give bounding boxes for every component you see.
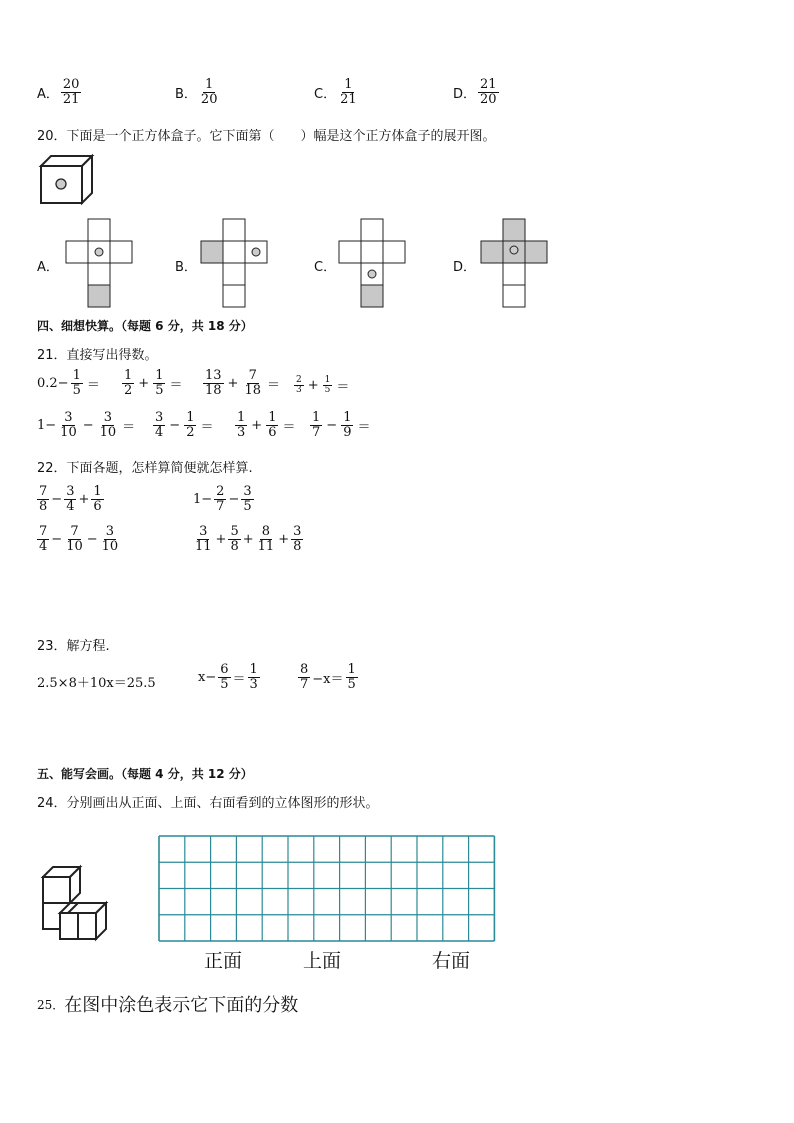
operator: + [242,531,254,547]
denominator: 11 [257,538,275,554]
equals: ＝ [232,671,246,687]
net-a-letter: A． [37,260,59,275]
numerator: 20 [62,77,80,92]
numerator: 3 [155,410,164,425]
operator: − [51,531,63,547]
numerator: 1 [344,77,353,92]
fraction [122,369,134,397]
numerator: 5 [230,524,239,539]
fraction [341,411,353,439]
operator: − [228,491,240,507]
denominator: 7 [300,676,309,692]
fraction [346,663,358,691]
option-letter: C． [314,86,337,102]
q21-r2-item2 [151,411,215,439]
numerator: 7 [70,524,79,539]
denominator: 11 [195,538,212,554]
fraction [241,485,253,513]
q25 [37,991,298,1017]
denominator: 5 [220,676,229,692]
numerator: 3 [243,484,252,499]
fraction [218,663,230,691]
denominator: 18 [205,382,222,398]
option-letter: D． [453,86,477,102]
operator: + [215,531,227,547]
equals: ＝ [357,419,371,435]
denominator: 5 [155,382,164,398]
q21-r2-item3 [233,411,297,439]
q23-eq2 [198,663,262,691]
q19-option-b [175,78,221,106]
numerator: 1 [312,410,321,425]
denominator: 21 [340,91,357,107]
numerator: 7 [39,524,48,539]
fraction [478,78,499,106]
denominator: 10 [101,538,119,554]
q23-eq1 [37,672,156,691]
q21-r1-item1 [37,369,102,397]
equals: ＝ [122,419,136,435]
stacked-cubes-figure [40,865,110,945]
q22-text: 22．下面各题，怎样算简便就怎样算. [37,461,253,476]
fraction [153,369,165,397]
operator: + [138,375,150,391]
term: 1− [193,491,213,507]
q23-eq3 [296,663,360,691]
numerator: 3 [199,524,208,539]
operator: − [86,531,98,547]
denominator: 5 [347,676,356,692]
denominator: 8 [230,538,239,554]
q22-expr4 [191,525,305,553]
fraction [235,411,247,439]
net-d-letter: D． [453,260,477,275]
q19-option-d [453,78,501,106]
question-text: 在图中涂色表示它下面的分数 [64,995,299,1016]
fraction [61,78,82,106]
fraction [214,485,226,513]
numerator: 3 [64,410,73,425]
q23-text: 23．解方程. [37,639,110,654]
net-b-letter: B． [175,260,197,275]
denominator: 4 [155,424,164,440]
fraction [310,411,322,439]
q19-option-c [314,78,361,106]
numerator: 3 [66,484,75,499]
denominator: 2 [124,382,133,398]
operator: + [227,375,239,391]
denominator: 10 [99,424,117,440]
term: 1− [37,417,57,433]
fraction [291,525,303,553]
label-front: 正面 [204,950,243,972]
fraction [256,525,277,553]
section5-title: 五、能写会画。（每题 4 分，共 12 分） [37,767,253,781]
denominator: 6 [268,424,277,440]
term: x− [198,669,217,685]
fraction [248,663,260,691]
denominator: 5 [324,385,331,396]
fraction [64,525,85,553]
q21-r2-item4 [308,411,372,439]
fraction [294,376,304,396]
denominator: 2 [186,424,195,440]
q21-r2-item1 [37,411,137,439]
q19-option-a [37,78,83,106]
term: 0.2− [37,375,69,391]
numerator: 1 [155,368,164,383]
fraction [199,78,220,106]
equation-text: 2.5×8＋10x＝25.5 [37,676,156,691]
numerator: 6 [220,662,229,677]
denominator: 9 [343,424,352,440]
denominator: 8 [293,538,302,554]
denominator: 4 [66,498,75,514]
equals: ＝ [169,377,183,393]
numerator: 3 [105,524,115,539]
fraction [64,485,76,513]
net-c-figure [339,219,407,309]
fraction [338,78,359,106]
q21-r1-item3 [201,369,282,397]
q21-r1-item2 [120,369,184,397]
numerator: 1 [93,484,102,499]
numerator: 13 [205,368,222,383]
denominator: 10 [60,424,77,440]
operator: − [169,417,181,433]
fraction [37,485,49,513]
drawing-grid[interactable] [158,835,496,943]
net-a-figure [66,219,134,309]
fraction [91,485,103,513]
denominator: 20 [200,91,218,107]
q24-text: 24．分别画出从正面、上面、右面看到的立体图形的形状。 [37,796,379,811]
equals: ＝ [282,419,296,435]
net-c-letter: C． [314,260,337,275]
label-top: 上面 [303,950,342,972]
numerator: 1 [237,410,246,425]
net-b-figure [201,219,269,309]
q20-text: 20．下面是一个正方体盒子。它下面第（ ）幅是这个正方体盒子的展开图。 [37,129,496,144]
q21-r1-item4 [292,376,351,396]
denominator: 5 [72,382,81,398]
denominator: 5 [243,498,252,514]
denominator: 20 [480,91,497,107]
numerator: 1 [124,368,133,383]
fraction [37,525,49,553]
denominator: 18 [244,382,261,398]
denominator: 8 [39,498,48,514]
equals: ＝ [200,419,214,435]
net-d-figure [481,219,549,309]
denominator: 3 [249,676,258,692]
operator: + [307,378,319,394]
numerator: 8 [261,524,271,539]
fraction [71,369,83,397]
operator: − [51,491,63,507]
equals: ＝ [86,377,100,393]
fraction [203,369,224,397]
q21-text: 21．直接写出得数。 [37,348,158,363]
equals: ＝ [336,380,350,396]
numerator: 3 [293,524,302,539]
numerator: 21 [480,77,497,92]
fraction [193,525,214,553]
numerator: 7 [248,368,257,383]
option-letter: A． [37,86,59,102]
fraction [228,525,240,553]
equals: ＝ [267,377,281,393]
numerator: 1 [324,375,331,385]
fraction [100,525,121,553]
numerator: 1 [268,410,277,425]
denominator: 3 [237,424,246,440]
fraction [98,411,119,439]
q22-expr1 [35,485,106,513]
operator: + [78,491,90,507]
option-letter: B． [175,86,197,102]
numerator: 7 [39,484,48,499]
numerator: 2 [296,375,302,385]
q22-expr3 [35,525,122,553]
term: −x＝ [312,671,344,687]
denominator: 10 [66,538,83,554]
numerator: 8 [300,662,309,677]
label-right: 右面 [432,950,471,972]
numerator: 3 [103,410,113,425]
numerator: 2 [216,484,225,499]
operator: − [82,417,94,433]
numerator: 1 [72,368,81,383]
numerator: 1 [186,410,195,425]
numerator: 1 [249,662,258,677]
fraction [298,663,310,691]
section4-title: 四、细想快算。（每题 6 分，共 18 分） [37,319,253,333]
denominator: 7 [216,498,225,514]
fraction [242,369,263,397]
denominator: 3 [296,385,302,396]
fraction [323,376,333,396]
fraction [58,411,79,439]
numerator: 1 [343,410,352,425]
cube-box-figure [40,155,100,207]
fraction [153,411,165,439]
denominator: 6 [93,498,102,514]
q22-expr2 [193,485,256,513]
question-number: 25． [37,997,65,1012]
numerator: 1 [205,77,214,92]
denominator: 4 [39,538,48,554]
operator: − [326,417,338,433]
operator: + [251,417,263,433]
fraction [266,411,278,439]
denominator: 21 [62,91,80,107]
denominator: 7 [312,424,321,440]
operator: + [278,531,290,547]
numerator: 1 [347,662,356,677]
fraction [184,411,196,439]
